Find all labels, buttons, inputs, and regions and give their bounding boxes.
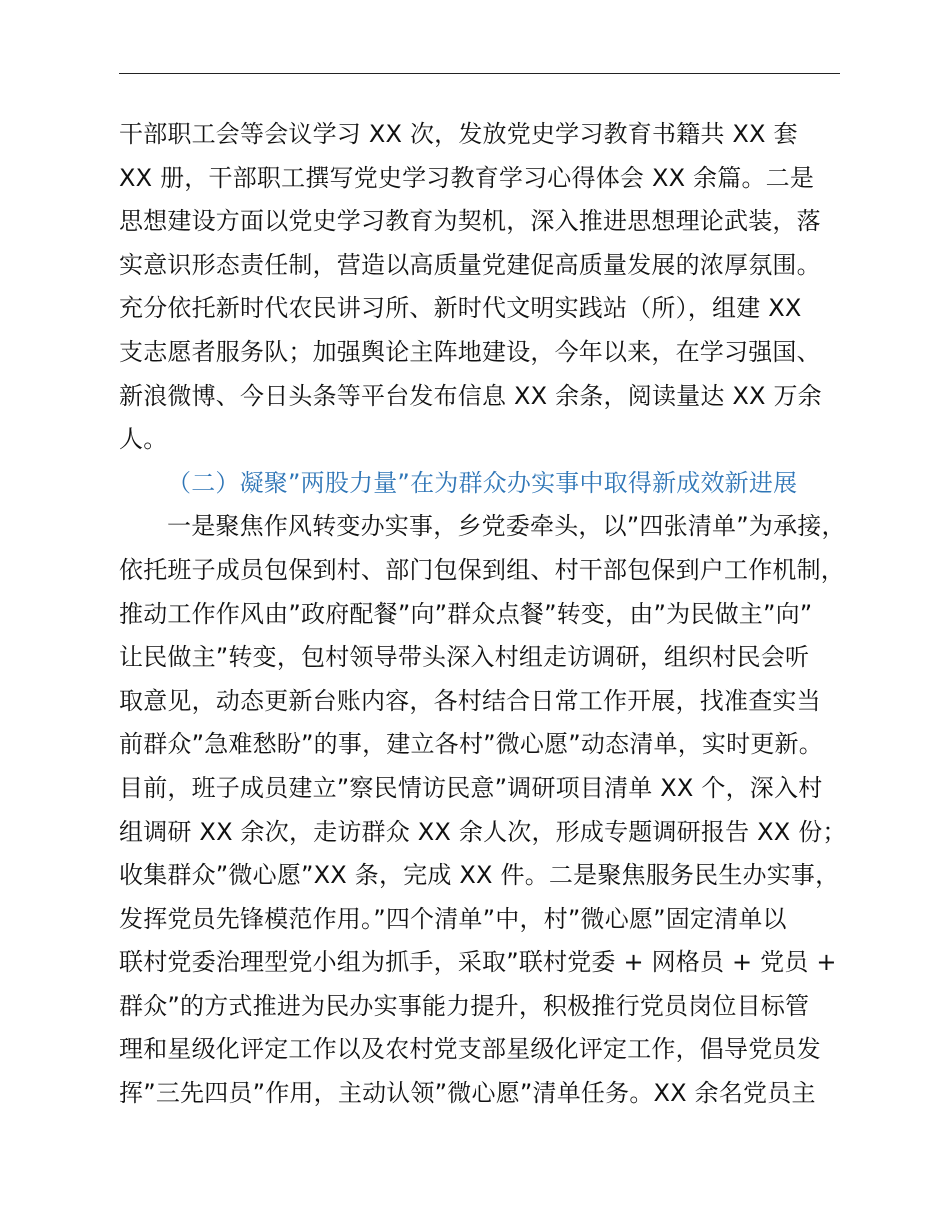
text-line: 推动工作作风由”政府配餐”向”群众点餐”转变，由”为民做主”向” [119, 599, 813, 628]
text-line: 目前，班子成员建立”察民情访民意”调研项目清单 XX 个，深入村 [119, 773, 823, 802]
text-line: 新浪微博、今日头条等平台发布信息 XX 余条，阅读量达 XX 万余 [119, 381, 822, 410]
text-line: 前群众”急难愁盼”的事，建立各村”微心愿”动态清单，实时更新。 [119, 730, 823, 759]
text-line: 实意识形态责任制，营造以高质量党建促高质量发展的浓厚氛围。 [119, 250, 821, 279]
text-line: 思想建设方面以党史学习教育为契机，深入推进思想理论武装，落 [119, 207, 821, 236]
section-heading: （二）凝聚”两股力量”在为群众办实事中取得新成效新进展 [167, 468, 798, 497]
text-line: 群众”的方式推进为民办实事能力提升，积极推行党员岗位目标管 [119, 991, 810, 1020]
text-line: 让民做主”转变，包村领导带头深入村组走访调研，组织村民会听 [119, 643, 810, 672]
header-rule [119, 73, 840, 74]
text-line: XX 册，干部职工撰写党史学习教育学习心得体会 XX 余篇。二是 [119, 163, 815, 192]
text-line: 理和星级化评定工作以及农村党支部星级化评定工作，倡导党员发 [119, 1035, 821, 1064]
text-line: 发挥党员先锋模范作用。”四个清单”中，村”微心愿”固定清单以 [119, 904, 787, 933]
paragraph-2 [119, 505, 859, 1115]
text-line: 一是聚焦作风转变办实事，乡党委牵头，以”四张清单”为承接， [167, 512, 846, 541]
text-line: 支志愿者服务队；加强舆论主阵地建设，今年以来，在学习强国、 [119, 337, 821, 366]
text-line: 充分依托新时代农民讲习所、新时代文明实践站（所），组建 XX [119, 294, 802, 323]
text-line: 人。 [119, 425, 168, 454]
text-line: 取意见，动态更新台账内容，各村结合日常工作开展，找准查实当 [119, 686, 821, 715]
text-line: 收集群众”微心愿”XX 条，完成 XX 件。二是聚焦服务民生办实事， [119, 861, 840, 890]
text-line: 组调研 XX 余次，走访群众 XX 余人次，形成专题调研报告 XX 份； [119, 817, 847, 846]
text-line: 联村党委治理型党小组为抓手，采取”联村党委 + 网格员 + 党员 + [119, 948, 837, 977]
text-line: 干部职工会等会议学习 XX 次，发放党史学习教育书籍共 XX 套 [119, 120, 798, 148]
document-body [119, 113, 859, 1116]
paragraph-1 [119, 113, 859, 462]
text-line: 依托班子成员包保到村、部门包保到组、村干部包保到户工作机制， [119, 555, 845, 584]
text-line: 挥”三先四员”作用，主动认领”微心愿”清单任务。XX 余名党员主 [119, 1079, 816, 1108]
